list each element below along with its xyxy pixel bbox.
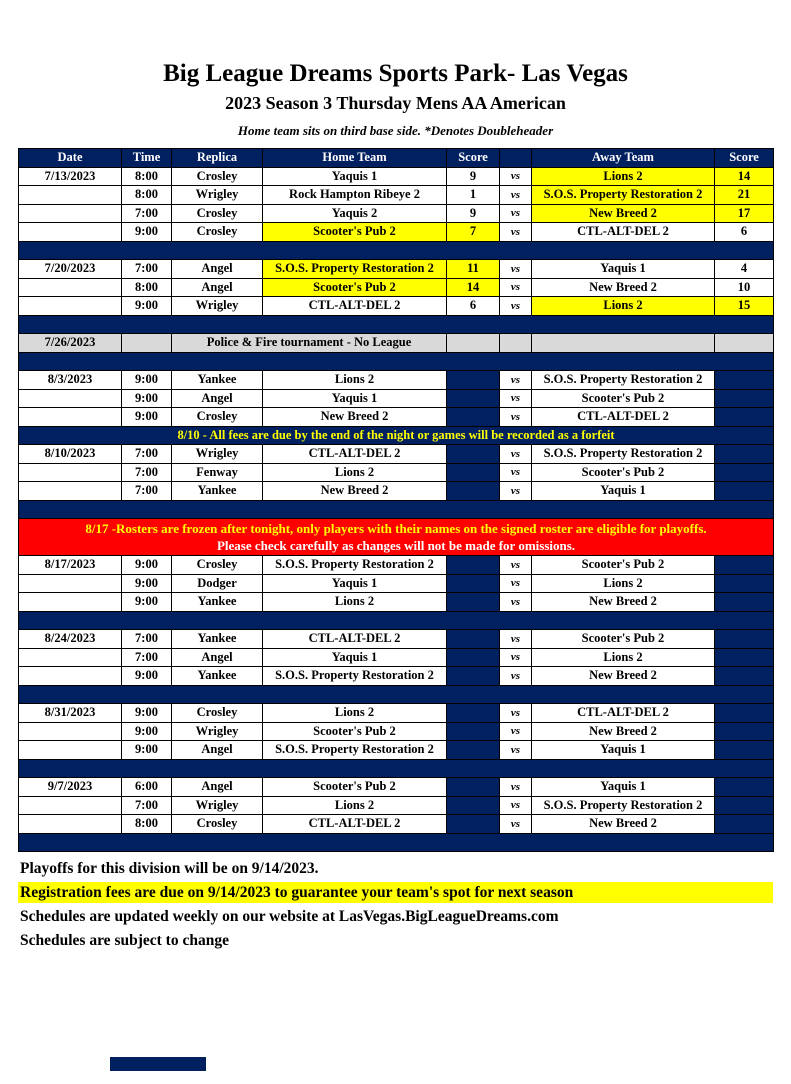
away-score-cell bbox=[715, 371, 774, 390]
separator-row bbox=[19, 834, 774, 853]
replica-cell: Yankee bbox=[172, 667, 263, 686]
header-home-team: Home Team bbox=[263, 149, 447, 168]
date-cell bbox=[19, 205, 122, 224]
away-score-cell bbox=[715, 593, 774, 612]
header-vs bbox=[500, 149, 532, 168]
time-cell: 8:00 bbox=[122, 168, 172, 187]
home-score-cell bbox=[447, 371, 500, 390]
time-cell: 9:00 bbox=[122, 593, 172, 612]
time-cell: 9:00 bbox=[122, 408, 172, 427]
table-header-row bbox=[19, 149, 774, 168]
away-team-cell: S.O.S. Property Restoration 2 bbox=[532, 186, 715, 205]
away-score-cell bbox=[715, 390, 774, 409]
away-score-cell bbox=[715, 704, 774, 723]
home-team-cell: S.O.S. Property Restoration 2 bbox=[263, 556, 447, 575]
game-row bbox=[19, 649, 774, 668]
roster-freeze-line: Please check carefully as changes will not be made for omissions. bbox=[216, 538, 576, 553]
playoffs-note: Playoffs for this division will be on 9/14/2023. bbox=[20, 860, 319, 877]
vs-label: vs bbox=[500, 593, 532, 612]
away-score-cell: 21 bbox=[715, 186, 774, 205]
game-row bbox=[19, 279, 774, 298]
game-row bbox=[19, 464, 774, 483]
vs-label: vs bbox=[500, 797, 532, 816]
time-cell: 8:00 bbox=[122, 186, 172, 205]
vs-label: vs bbox=[500, 704, 532, 723]
home-team-cell: Scooter's Pub 2 bbox=[263, 723, 447, 742]
home-team-cell: S.O.S. Property Restoration 2 bbox=[263, 741, 447, 760]
time-cell: 7:00 bbox=[122, 797, 172, 816]
date-cell bbox=[19, 223, 122, 242]
home-score-cell bbox=[447, 593, 500, 612]
header-date: Date bbox=[19, 149, 122, 168]
time-cell: 7:00 bbox=[122, 630, 172, 649]
header-away-score: Score bbox=[715, 149, 774, 168]
home-team-cell: CTL-ALT-DEL 2 bbox=[263, 297, 447, 316]
away-score-cell: 17 bbox=[715, 205, 774, 224]
game-row bbox=[19, 445, 774, 464]
away-score-cell bbox=[715, 815, 774, 834]
separator-row bbox=[19, 760, 774, 779]
home-team-cell: Lions 2 bbox=[263, 464, 447, 483]
vs-label: vs bbox=[500, 408, 532, 427]
game-row bbox=[19, 575, 774, 594]
vs-label: vs bbox=[500, 482, 532, 501]
time-cell: 7:00 bbox=[122, 464, 172, 483]
replica-cell: Crosley bbox=[172, 168, 263, 187]
game-row bbox=[19, 260, 774, 279]
date-cell bbox=[19, 575, 122, 594]
replica-cell: Wrigley bbox=[172, 797, 263, 816]
home-team-cell: Scooter's Pub 2 bbox=[263, 778, 447, 797]
header-time: Time bbox=[122, 149, 172, 168]
away-team-cell: Yaquis 1 bbox=[532, 741, 715, 760]
separator-row bbox=[19, 242, 774, 261]
away-team-cell: New Breed 2 bbox=[532, 667, 715, 686]
replica-cell: Crosley bbox=[172, 408, 263, 427]
vs-label: vs bbox=[500, 630, 532, 649]
time-cell: 7:00 bbox=[122, 649, 172, 668]
game-row bbox=[19, 168, 774, 187]
game-row bbox=[19, 723, 774, 742]
date-cell: 8/3/2023 bbox=[19, 371, 122, 390]
tournament-notice-row bbox=[19, 334, 774, 353]
home-score-cell: 6 bbox=[447, 297, 500, 316]
away-team-cell: Scooter's Pub 2 bbox=[532, 464, 715, 483]
registration-note: Registration fees are due on 9/14/2023 to guarantee your team's spot for next season bbox=[18, 882, 773, 903]
game-row bbox=[19, 778, 774, 797]
schedule-rows bbox=[19, 168, 774, 853]
away-team-cell: Yaquis 1 bbox=[532, 260, 715, 279]
home-score-cell bbox=[447, 630, 500, 649]
vs-label: vs bbox=[500, 778, 532, 797]
replica-cell: Angel bbox=[172, 390, 263, 409]
roster-freeze-line: 8/17 -Rosters are frozen after tonight, only players with their names on the signed roster are eligible for playoffs. bbox=[85, 521, 707, 536]
separator-row bbox=[19, 686, 774, 705]
away-team-cell: Scooter's Pub 2 bbox=[532, 556, 715, 575]
separator-row bbox=[19, 612, 774, 631]
away-score-cell bbox=[715, 630, 774, 649]
vs-label: vs bbox=[500, 667, 532, 686]
date-cell: 7/26/2023 bbox=[19, 334, 122, 353]
vs-label: vs bbox=[500, 445, 532, 464]
separator-row bbox=[19, 316, 774, 335]
home-score-cell bbox=[447, 741, 500, 760]
replica-cell: Angel bbox=[172, 260, 263, 279]
vs-label: vs bbox=[500, 390, 532, 409]
away-team-cell: Lions 2 bbox=[532, 168, 715, 187]
away-team-cell: S.O.S. Property Restoration 2 bbox=[532, 371, 715, 390]
date-cell: 8/10/2023 bbox=[19, 445, 122, 464]
footer-notes bbox=[18, 858, 773, 951]
away-team-cell: CTL-ALT-DEL 2 bbox=[532, 704, 715, 723]
header-away-team: Away Team bbox=[532, 149, 715, 168]
replica-cell: Angel bbox=[172, 649, 263, 668]
home-score-cell bbox=[447, 815, 500, 834]
time-cell bbox=[122, 334, 172, 353]
vs-label: vs bbox=[500, 297, 532, 316]
away-team-cell: CTL-ALT-DEL 2 bbox=[532, 408, 715, 427]
replica-cell: Angel bbox=[172, 279, 263, 298]
away-team-cell: New Breed 2 bbox=[532, 279, 715, 298]
home-score-cell: 7 bbox=[447, 223, 500, 242]
time-cell: 9:00 bbox=[122, 575, 172, 594]
time-cell: 9:00 bbox=[122, 371, 172, 390]
home-team-cell: CTL-ALT-DEL 2 bbox=[263, 630, 447, 649]
home-team-cell: Lions 2 bbox=[263, 371, 447, 390]
vs-label: vs bbox=[500, 205, 532, 224]
date-cell bbox=[19, 667, 122, 686]
away-team-cell: Yaquis 1 bbox=[532, 482, 715, 501]
replica-cell: Crosley bbox=[172, 704, 263, 723]
away-score-cell bbox=[715, 741, 774, 760]
replica-cell: Crosley bbox=[172, 223, 263, 242]
game-row bbox=[19, 797, 774, 816]
time-cell: 9:00 bbox=[122, 223, 172, 242]
game-row bbox=[19, 371, 774, 390]
replica-cell: Dodger bbox=[172, 575, 263, 594]
game-row bbox=[19, 667, 774, 686]
home-score-cell bbox=[447, 390, 500, 409]
date-cell: 8/24/2023 bbox=[19, 630, 122, 649]
replica-cell: Fenway bbox=[172, 464, 263, 483]
replica-cell: Yankee bbox=[172, 630, 263, 649]
vs-label: vs bbox=[500, 741, 532, 760]
away-team-cell: Scooter's Pub 2 bbox=[532, 390, 715, 409]
subject-to-change-note: Schedules are subject to change bbox=[20, 932, 229, 949]
date-cell bbox=[19, 593, 122, 612]
replica-cell: Yankee bbox=[172, 593, 263, 612]
away-score-cell bbox=[715, 575, 774, 594]
away-score-cell bbox=[715, 723, 774, 742]
away-team-cell: S.O.S. Property Restoration 2 bbox=[532, 797, 715, 816]
home-score-cell bbox=[447, 334, 500, 353]
away-score-cell bbox=[715, 334, 774, 353]
replica-cell: Wrigley bbox=[172, 723, 263, 742]
time-cell: 6:00 bbox=[122, 778, 172, 797]
vs-label: vs bbox=[500, 223, 532, 242]
vs-label: vs bbox=[500, 260, 532, 279]
home-score-cell bbox=[447, 667, 500, 686]
time-cell: 9:00 bbox=[122, 297, 172, 316]
away-score-cell bbox=[715, 408, 774, 427]
away-team-cell: CTL-ALT-DEL 2 bbox=[532, 223, 715, 242]
time-cell: 7:00 bbox=[122, 445, 172, 464]
home-score-cell: 11 bbox=[447, 260, 500, 279]
home-team-cell: Scooter's Pub 2 bbox=[263, 223, 447, 242]
time-cell: 9:00 bbox=[122, 704, 172, 723]
date-cell: 8/31/2023 bbox=[19, 704, 122, 723]
game-row bbox=[19, 704, 774, 723]
game-row bbox=[19, 297, 774, 316]
home-score-cell bbox=[447, 445, 500, 464]
date-cell: 7/13/2023 bbox=[19, 168, 122, 187]
home-team-cell: Lions 2 bbox=[263, 593, 447, 612]
away-score-cell: 10 bbox=[715, 279, 774, 298]
time-cell: 9:00 bbox=[122, 667, 172, 686]
away-team-cell: New Breed 2 bbox=[532, 593, 715, 612]
home-team-cell: Yaquis 1 bbox=[263, 390, 447, 409]
away-team-cell: Lions 2 bbox=[532, 575, 715, 594]
vs-label: vs bbox=[500, 556, 532, 575]
away-score-cell bbox=[715, 667, 774, 686]
away-score-cell bbox=[715, 778, 774, 797]
game-row bbox=[19, 630, 774, 649]
separator-row bbox=[19, 353, 774, 372]
away-score-cell bbox=[715, 556, 774, 575]
schedule-table bbox=[18, 148, 774, 852]
game-row bbox=[19, 205, 774, 224]
away-team-cell: Lions 2 bbox=[532, 297, 715, 316]
date-cell bbox=[19, 797, 122, 816]
home-score-cell bbox=[447, 778, 500, 797]
away-team-cell: S.O.S. Property Restoration 2 bbox=[532, 445, 715, 464]
tournament-notice-cell: Police & Fire tournament - No League bbox=[172, 334, 447, 353]
header-replica: Replica bbox=[172, 149, 263, 168]
date-cell bbox=[19, 649, 122, 668]
home-team-cell: Scooter's Pub 2 bbox=[263, 279, 447, 298]
replica-cell: Angel bbox=[172, 778, 263, 797]
website-note: Schedules are updated weekly on our website at LasVegas.BigLeagueDreams.com bbox=[20, 908, 559, 925]
game-row bbox=[19, 741, 774, 760]
away-score-cell bbox=[715, 445, 774, 464]
vs-label: vs bbox=[500, 815, 532, 834]
replica-cell: Crosley bbox=[172, 556, 263, 575]
date-cell: 7/20/2023 bbox=[19, 260, 122, 279]
home-team-cell: S.O.S. Property Restoration 2 bbox=[263, 667, 447, 686]
replica-cell: Yankee bbox=[172, 371, 263, 390]
game-row bbox=[19, 408, 774, 427]
home-score-cell: 9 bbox=[447, 168, 500, 187]
away-team-cell bbox=[532, 334, 715, 353]
time-cell: 9:00 bbox=[122, 556, 172, 575]
game-row bbox=[19, 223, 774, 242]
vs-label: vs bbox=[500, 371, 532, 390]
home-score-cell: 9 bbox=[447, 205, 500, 224]
home-team-cell: New Breed 2 bbox=[263, 482, 447, 501]
away-team-cell: Yaquis 1 bbox=[532, 778, 715, 797]
replica-cell: Wrigley bbox=[172, 297, 263, 316]
page-subtitle: 2023 Season 3 Thursday Mens AA American bbox=[225, 93, 566, 113]
date-cell bbox=[19, 390, 122, 409]
date-cell: 8/17/2023 bbox=[19, 556, 122, 575]
replica-cell: Angel bbox=[172, 741, 263, 760]
home-score-cell bbox=[447, 482, 500, 501]
game-row bbox=[19, 482, 774, 501]
replica-cell: Yankee bbox=[172, 482, 263, 501]
game-row bbox=[19, 556, 774, 575]
game-row bbox=[19, 390, 774, 409]
home-score-cell bbox=[447, 464, 500, 483]
away-team-cell: New Breed 2 bbox=[532, 723, 715, 742]
home-score-cell bbox=[447, 704, 500, 723]
away-team-cell: New Breed 2 bbox=[532, 205, 715, 224]
home-team-cell: S.O.S. Property Restoration 2 bbox=[263, 260, 447, 279]
vs-label: vs bbox=[500, 723, 532, 742]
replica-cell: Crosley bbox=[172, 205, 263, 224]
home-team-cell: Yaquis 1 bbox=[263, 168, 447, 187]
away-score-cell bbox=[715, 797, 774, 816]
date-cell bbox=[19, 723, 122, 742]
home-team-cell: Rock Hampton Ribeye 2 bbox=[263, 186, 447, 205]
time-cell: 9:00 bbox=[122, 390, 172, 409]
home-score-cell bbox=[447, 575, 500, 594]
time-cell: 9:00 bbox=[122, 723, 172, 742]
vs-label: vs bbox=[500, 186, 532, 205]
vs-cell bbox=[500, 334, 532, 353]
home-score-cell: 1 bbox=[447, 186, 500, 205]
vs-label: vs bbox=[500, 464, 532, 483]
home-score-cell bbox=[447, 797, 500, 816]
replica-cell: Wrigley bbox=[172, 445, 263, 464]
separator-row bbox=[19, 501, 774, 520]
date-cell bbox=[19, 741, 122, 760]
vs-label: vs bbox=[500, 575, 532, 594]
header-home-score: Score bbox=[447, 149, 500, 168]
home-team-cell: Lions 2 bbox=[263, 704, 447, 723]
away-score-cell: 6 bbox=[715, 223, 774, 242]
date-cell bbox=[19, 815, 122, 834]
home-score-cell bbox=[447, 408, 500, 427]
date-cell: 9/7/2023 bbox=[19, 778, 122, 797]
away-score-cell bbox=[715, 482, 774, 501]
home-team-cell: New Breed 2 bbox=[263, 408, 447, 427]
away-team-cell: New Breed 2 bbox=[532, 815, 715, 834]
home-team-cell: Yaquis 2 bbox=[263, 205, 447, 224]
vs-label: vs bbox=[500, 649, 532, 668]
away-score-cell bbox=[715, 649, 774, 668]
home-score-cell: 14 bbox=[447, 279, 500, 298]
home-team-cell: Lions 2 bbox=[263, 797, 447, 816]
away-score-cell bbox=[715, 464, 774, 483]
date-cell bbox=[19, 279, 122, 298]
date-cell bbox=[19, 297, 122, 316]
date-cell bbox=[19, 482, 122, 501]
time-cell: 7:00 bbox=[122, 205, 172, 224]
fees-due-banner: 8/10 - All fees are due by the end of the night or games will be recorded as a forfeit bbox=[19, 427, 774, 446]
schedule-note: Home team sits on third base side. *Denotes Doubleheader bbox=[237, 123, 554, 138]
home-score-cell bbox=[447, 649, 500, 668]
game-row bbox=[19, 815, 774, 834]
home-team-cell: Yaquis 1 bbox=[263, 649, 447, 668]
vs-label: vs bbox=[500, 168, 532, 187]
home-score-cell bbox=[447, 723, 500, 742]
away-score-cell: 14 bbox=[715, 168, 774, 187]
time-cell: 7:00 bbox=[122, 482, 172, 501]
date-cell bbox=[19, 408, 122, 427]
away-score-cell: 4 bbox=[715, 260, 774, 279]
time-cell: 7:00 bbox=[122, 260, 172, 279]
away-team-cell: Scooter's Pub 2 bbox=[532, 630, 715, 649]
time-cell: 9:00 bbox=[122, 741, 172, 760]
vs-label: vs bbox=[500, 279, 532, 298]
away-team-cell: Lions 2 bbox=[532, 649, 715, 668]
home-score-cell bbox=[447, 556, 500, 575]
replica-cell: Crosley bbox=[172, 815, 263, 834]
game-row bbox=[19, 186, 774, 205]
time-cell: 8:00 bbox=[122, 279, 172, 298]
date-cell bbox=[19, 186, 122, 205]
away-score-cell: 15 bbox=[715, 297, 774, 316]
page-title: Big League Dreams Sports Park- Las Vegas bbox=[163, 60, 628, 87]
game-row bbox=[19, 593, 774, 612]
replica-cell: Wrigley bbox=[172, 186, 263, 205]
time-cell: 8:00 bbox=[122, 815, 172, 834]
home-team-cell: Yaquis 1 bbox=[263, 575, 447, 594]
bottom-blue-bar bbox=[110, 1057, 206, 1071]
home-team-cell: CTL-ALT-DEL 2 bbox=[263, 815, 447, 834]
roster-freeze-banner bbox=[19, 519, 774, 556]
date-cell bbox=[19, 464, 122, 483]
home-team-cell: CTL-ALT-DEL 2 bbox=[263, 445, 447, 464]
